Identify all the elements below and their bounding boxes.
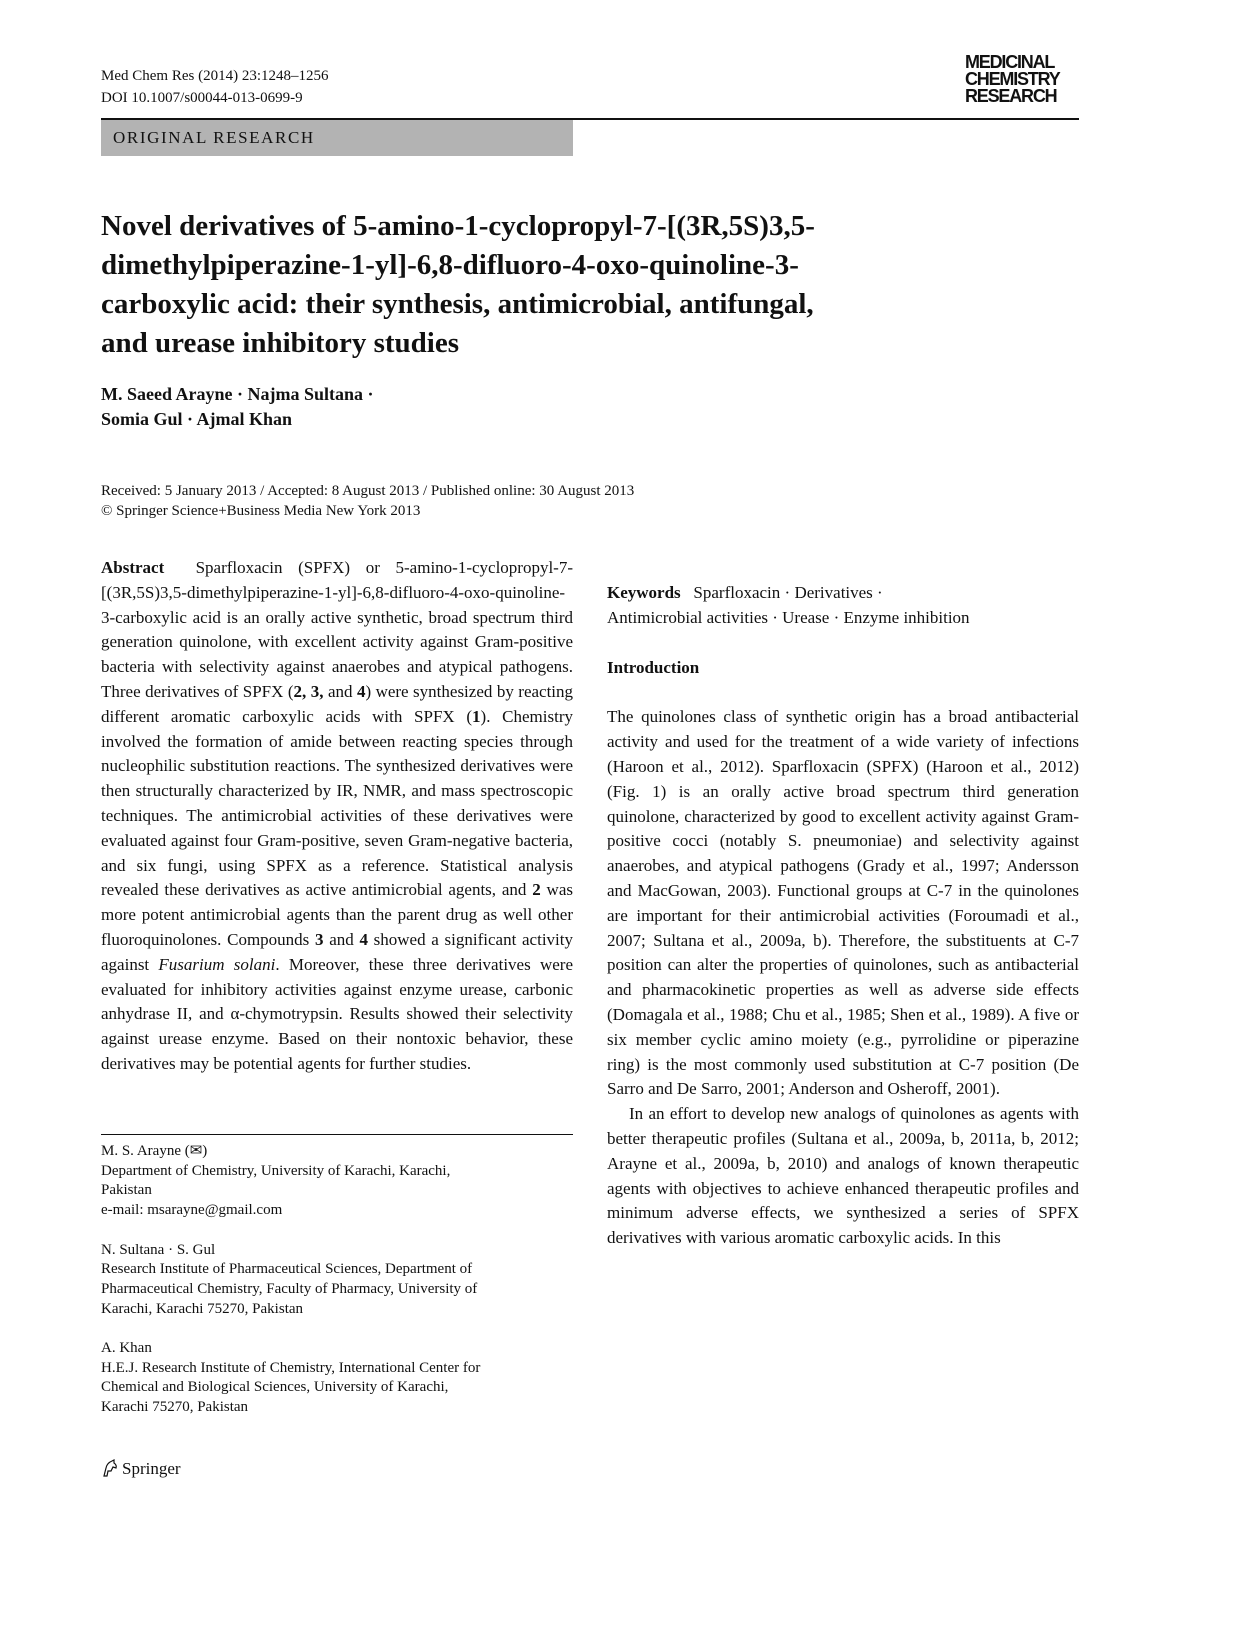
logo-line-1: MEDICINAL	[965, 52, 1055, 72]
journal-citation: Med Chem Res (2014) 23:1248–1256	[101, 68, 329, 84]
affiliation-line: Pharmaceutical Chemistry, Faculty of Pharmacy, University of	[101, 1280, 478, 1297]
affiliation-line: Pakistan	[101, 1182, 152, 1199]
compound-ref: 1	[472, 706, 481, 726]
doi: DOI 10.1007/s00044-013-0699-9	[101, 90, 303, 106]
author-list	[101, 382, 601, 432]
affiliation-block	[101, 1241, 573, 1320]
affiliation-line: Karachi 75270, Pakistan	[101, 1399, 249, 1416]
article-title	[101, 207, 921, 363]
affiliation-line: H.E.J. Research Institute of Chemistry, International Center for	[101, 1359, 481, 1376]
title-line-2: dimethylpiperazine-1-yl]-6,8-difluoro-4-oxo-quinoline-3-	[101, 249, 799, 281]
logo-line-2: CHEMISTRY	[965, 69, 1060, 89]
abstract-paragraph	[101, 556, 573, 1077]
abstract-text-1: Sparfloxacin (SPFX) or 5-amino-1-cyclopropyl-7-[(3R,5S)3,5-dimethylpiperazine-1-yl]-6,8-difluoro-4-oxo-quinoline-3-carboxylic acid is an orally active synthetic, broad spectrum third generation quinolone, with excellent activity against Gram-positive bacteria with selectivity against anaerobes and atypical pathogens. Three derivatives of SPFX (	[101, 558, 574, 701]
compound-ref: 4	[356, 681, 366, 701]
copyright: © Springer Science+Business Media New York 2013	[101, 503, 421, 519]
abstract-text-7: showed a significant activity against	[101, 929, 573, 974]
authors-line-2: Somia Gul · Ajmal Khan	[101, 409, 293, 429]
abstract-text-3: ) were synthesized by reacting different aromatic carboxylic acids with SPFX (	[101, 681, 574, 726]
title-line-1: Novel derivatives of 5-amino-1-cyclopropyl-7-[(3R,5S)3,5-	[101, 210, 815, 242]
abstract-text-8: . Moreover, these three derivatives were evaluated for inhibitory activities against enzyme urease, carbonic anhydrase II, and α-chymotrypsin. Results showed their selectivity against urease enzyme. Based on their nontoxic behavior, these derivatives may be potential agents for further studies.	[101, 954, 573, 1073]
abstract-text-5: was more potent antimicrobial agents than the parent drug as well other fluoroquinolones. Compounds	[101, 880, 573, 949]
compound-ref: 4	[359, 929, 368, 949]
affiliation-block	[101, 1339, 573, 1418]
affiliation-name: A. Khan	[101, 1340, 152, 1356]
journal-citation-block	[101, 65, 328, 109]
affiliation-line: Research Institute of Pharmaceutical Sciences, Department of	[101, 1261, 473, 1278]
affiliation-name: M. S. Arayne (✉)	[101, 1143, 208, 1159]
affiliations	[101, 1142, 573, 1438]
abstract-column	[101, 556, 573, 1077]
logo-line-3: RESEARCH	[965, 86, 1057, 106]
abstract-text-4: ). Chemistry involved the formation of amide between reacting species through nucleophilic substitution reactions. The synthesized derivatives were then structurally characterized by IR, NMR, and mass spectroscopic techniques. The antimicrobial activities of these derivatives were evaluated against four Gram-positive, seven Gram-negative bacteria, and six fungi, using SPFX as a reference. Statistical analysis revealed these derivatives as active antimicrobial agents, and	[101, 706, 573, 900]
affiliation-email: e-mail: msarayne@gmail.com	[101, 1202, 283, 1219]
introduction-heading: Introduction	[607, 657, 700, 677]
affiliation-line: Chemical and Biological Sciences, University of Karachi,	[101, 1379, 449, 1396]
abstract-text-2: and	[323, 681, 357, 701]
compound-ref: 2	[532, 880, 541, 900]
publication-history	[101, 481, 901, 521]
affiliation-line: Karachi, Karachi 75270, Pakistan	[101, 1300, 304, 1317]
keywords-line-2: Antimicrobial activities · Urease · Enzyme inhibition	[607, 607, 970, 627]
title-line-3: carboxylic acid: their synthesis, antimicrobial, antifungal,	[101, 288, 814, 320]
affiliation-line: Department of Chemistry, University of Karachi, Karachi,	[101, 1162, 451, 1179]
keywords	[607, 581, 1079, 631]
affiliation-name: N. Sultana · S. Gul	[101, 1241, 216, 1258]
keywords-heading: Keywords	[607, 583, 681, 602]
authors-line-1: M. Saeed Arayne · Najma Sultana ·	[101, 384, 374, 404]
section-banner-label: ORIGINAL RESEARCH	[113, 128, 315, 147]
compound-ref: 3	[315, 929, 324, 949]
abstract-heading: Abstract	[101, 558, 165, 577]
intro-paragraph-1: The quinolones class of synthetic origin has a broad antibacterial activity and used for the treatment of a wide variety of infections (Haroon et al., 2012). Sparfloxacin (SPFX) (Haroon et al., 2012) (Fig. 1) is an orally active broad spectrum third generation quinolone, characterized by good to excellent activity against Gram-positive cocci (notably S. pneumoniae) and selectivity against anaerobes, and atypical pathogens (Grady et al., 1997; Andersson and MacGowan, 2003). Functional groups at C-7 in the quinolones are important for their antimicrobial activities (Foroumadi et al., 2007; Sultana et al., 2009a, b). Therefore, the substituents at C-7 position can alter the properties of quinolones, such as antibacterial and pharmacokinetic properties as well as adverse side effects (Domagala et al., 1988; Chu et al., 1985; Shen et al., 1989). A five or six member cyclic amino moiety (e.g., pyrrolidine or piperazine ring) is the most commonly used substitution at C-7 position (De Sarro and De Sarro, 2001; Anderson and Osheroff, 2001).	[607, 707, 1079, 1099]
section-banner	[101, 120, 573, 156]
history-dates: Received: 5 January 2013 / Accepted: 8 August 2013 / Published online: 30 August 2013	[101, 483, 635, 499]
right-column	[607, 556, 1079, 1251]
keywords-line-1: Sparfloxacin · Derivatives ·	[693, 583, 883, 602]
springer-horse-icon	[101, 1459, 119, 1477]
footnote-rule	[101, 1134, 573, 1135]
journal-logo	[965, 54, 1079, 105]
abstract-text-6: and	[323, 929, 360, 949]
publisher-name: Springer	[122, 1459, 181, 1478]
publisher-footer	[101, 1457, 181, 1481]
organism-name: Fusarium solani	[158, 954, 276, 974]
intro-paragraph-2: In an effort to develop new analogs of quinolones as agents with better therapeutic profiles (Sultana et al., 2009a, b, 2011a, b, 2012; Arayne et al., 2009a, b, 2010) and analogs of known therapeutic agents with objectives to achieve enhanced therapeutic profiles and minimum adverse effects, we synthesized a series of SPFX derivatives with various aromatic carboxylic acids. In this	[607, 1104, 1079, 1248]
title-line-4: and urease inhibitory studies	[101, 327, 460, 359]
affiliation-block	[101, 1142, 573, 1221]
compound-ref: 2, 3,	[293, 681, 324, 701]
